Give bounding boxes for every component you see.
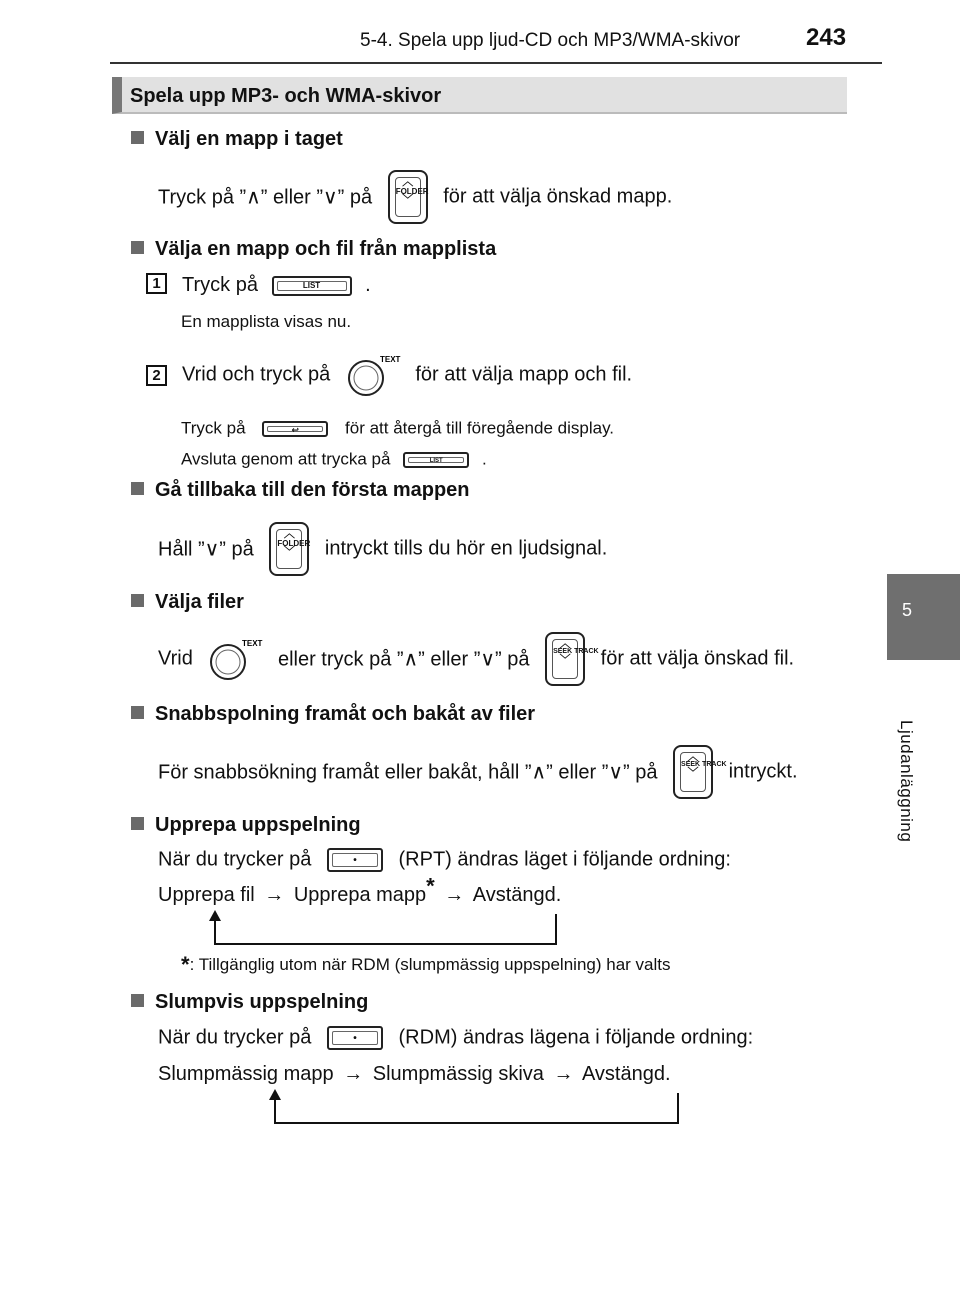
heading-repeat: Upprepa uppspelning — [131, 814, 361, 837]
text-knob-icon — [204, 636, 266, 682]
back-button-icon: ↩ — [262, 421, 328, 437]
text-knob-icon — [342, 352, 404, 398]
section-title-bar — [112, 77, 847, 114]
arrow-right-icon: → — [444, 884, 465, 906]
loop-line-left — [274, 1099, 276, 1123]
arrow-right-icon: → — [553, 1063, 574, 1085]
repeat-footnote: *: Tillgänglig utom när RDM (slumpmässig uppspelning) har valts — [181, 952, 671, 977]
exit-note: Avsluta genom att trycka på LIST . — [181, 449, 487, 469]
arrow-right-icon: → — [343, 1063, 364, 1085]
step1-note: En mapplista visas nu. — [181, 312, 352, 331]
step1-text: Tryck på LIST . — [182, 274, 371, 297]
heading-fast-forward: Snabbspolning framåt och bakåt av filer — [131, 703, 535, 726]
bullet-square-icon — [131, 241, 144, 254]
folder-button-icon: ︿ FOLDER ﹀ — [388, 170, 428, 224]
choose-folder-text: Tryck på ”∧” eller ”∨” på ︿ FOLDER ﹀ för att välja önskad mapp. — [158, 170, 672, 224]
seek-track-button-icon: ︿ SEEK TRACK ﹀ — [673, 745, 713, 799]
loop-line-left — [214, 920, 216, 944]
running-header: 5-4. Spela upp ljud-CD och MP3/WMA-skivor — [360, 30, 741, 51]
repeat-text: När du trycker på • (RPT) ändras läget i följande ordning: — [158, 848, 731, 871]
choose-files-text: Vrid TEXT eller tryck på ”∧” eller ”∨” på ︿ SEEK TRACK ﹀ för att välja önskad fil. — [158, 632, 794, 686]
loop-line-bottom — [214, 943, 556, 945]
rdm-button-icon: • — [327, 1026, 383, 1050]
header-divider — [110, 62, 882, 64]
heading-folder-list: Välja en mapp och fil från mapplista — [131, 238, 496, 261]
bullet-square-icon — [131, 706, 144, 719]
seek-track-button-icon: ︿ SEEK TRACK ﹀ — [545, 632, 585, 686]
folder-button-icon: ︿ FOLDER ﹀ — [269, 522, 309, 576]
repeat-sequence: Upprepa fil → Upprepa mapp* → Avstängd. — [158, 873, 562, 906]
svg-text:TEXT: TEXT — [379, 355, 401, 364]
arrow-right-icon: → — [264, 884, 285, 906]
bullet-square-icon — [131, 131, 144, 144]
arrow-up-icon — [209, 910, 221, 921]
heading-random: Slumpvis uppspelning — [131, 991, 368, 1014]
rpt-button-icon: • — [327, 848, 383, 872]
heading-choose-folder: Välj en mapp i taget — [131, 128, 343, 151]
chapter-number: 5 — [901, 600, 912, 620]
back-note: Tryck på ↩ för att återgå till föregående display. — [181, 418, 615, 438]
bullet-square-icon — [131, 594, 144, 607]
random-text: När du trycker på • (RDM) ändras lägena i följande ordning: — [158, 1026, 754, 1049]
svg-text:TEXT: TEXT — [242, 639, 263, 648]
first-folder-text: Håll ”∨” på ︿ FOLDER ﹀ intryckt tills du hör en ljudsignal. — [158, 522, 607, 576]
arrow-up-icon — [269, 1089, 281, 1100]
list-button-icon: LIST — [403, 452, 469, 468]
page-number: 243 — [806, 24, 847, 51]
heading-first-folder: Gå tillbaka till den första mappen — [131, 479, 470, 502]
random-sequence: Slumpmässig mapp → Slumpmässig skiva → Avstängd. — [158, 1063, 671, 1085]
loop-line-bottom — [274, 1122, 678, 1124]
list-button-icon: LIST — [272, 276, 352, 296]
bullet-square-icon — [131, 482, 144, 495]
section-title: Spela upp MP3- och WMA-skivor — [130, 85, 442, 107]
step2-text: Vrid och tryck på TEXT för att välja mapp och fil. — [182, 352, 632, 398]
loop-line-right — [555, 914, 557, 945]
chapter-label: Ljudanläggning — [897, 720, 916, 843]
fast-forward-text: För snabbsökning framåt eller bakåt, håll ”∧” eller ”∨” på ︿ SEEK TRACK ﹀ intryckt. — [158, 745, 798, 799]
step-number: 1 — [146, 273, 167, 294]
bullet-square-icon — [131, 817, 144, 830]
step-number: 2 — [146, 365, 167, 386]
loop-line-right — [677, 1093, 679, 1124]
heading-choose-files: Välja filer — [131, 591, 244, 614]
bullet-square-icon — [131, 994, 144, 1007]
